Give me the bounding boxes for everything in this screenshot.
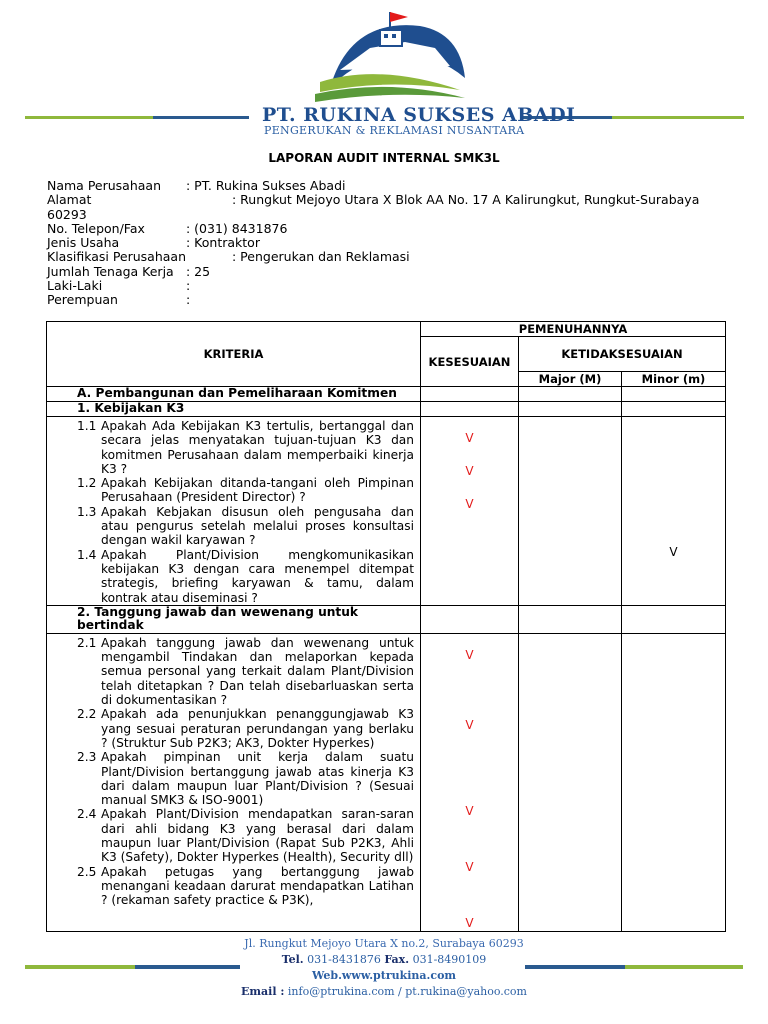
check-mark: V <box>465 717 474 732</box>
header-major: Major (M) <box>519 372 622 387</box>
info-label: Laki-Laki <box>47 278 103 294</box>
header-kriteria: KRITERIA <box>47 322 421 387</box>
check-mark: V <box>465 497 474 511</box>
kesesuaian-cell <box>421 633 519 931</box>
footer-phone: Tel. 031-8431876 Fax. 031-8490109 <box>281 953 487 966</box>
criteria-item: 1.4 Apakah Plant/Division mengkomunikasikan kebijakan K3 dengan cara menempel ditempat strategis, briefing karyawan & tamu, dalam kontrak atau diseminasi ? <box>77 547 414 605</box>
criteria-item: 2.4 Apakah Plant/Division mendapatkan saran-saran dari ahli bidang K3 yang berasal dari dalam maupun luar Plant/Division (Rapat Sub P2K3, Ahli K3 (Safety), Dokter Hyperkes (Health), Security dll) <box>77 807 414 865</box>
header-minor: Minor (m) <box>622 372 726 387</box>
criteria-item: 1.2 Apakah Kebijakan ditanda-tangani oleh Pimpinan Perusahaan (President Director) ? <box>77 476 414 505</box>
header-pemenuhan: PEMENUHANNYA <box>421 322 726 337</box>
company-logo-icon <box>310 8 470 108</box>
info-value: : <box>186 292 191 308</box>
info-label: No. Telepon/Fax <box>47 220 145 236</box>
info-value: : 25 <box>186 263 211 279</box>
info-value: : <box>186 278 191 294</box>
footer-email: Email : info@ptrukina.com / pt.rukina@yahoo.com <box>241 985 527 998</box>
subsection-title: 2. Tanggung jawab dan wewenang untuk bertindak <box>47 605 421 633</box>
header-kesesuaian: KESESUAIAN <box>421 337 519 387</box>
info-value: : (031) 8431876 <box>186 220 288 236</box>
check-mark: V <box>465 647 474 662</box>
info-label: Perempuan <box>47 292 118 308</box>
info-label: Nama Perusahaan <box>47 178 162 193</box>
section-title: A. Pembangunan dan Pemeliharaan Komitmen <box>47 387 421 402</box>
info-value: : Rungkut Mejoyo Utara X Blok AA No. 17 A Kalirungkut, Rungkut-Surabaya <box>232 192 700 208</box>
criteria-group-2 <box>47 633 421 931</box>
criteria-group-1 <box>47 417 421 606</box>
minor-cell <box>622 417 726 606</box>
info-label: Jumlah Tenaga Kerja <box>47 263 174 279</box>
check-mark: V <box>465 464 474 478</box>
audit-table <box>46 321 726 932</box>
criteria-item: 2.2 Apakah ada penunjukkan penanggungjawab K3 yang sesuai peraturan perundangan yang berlaku ? (Struktur Sub P2K3; AK3, Dokter Hyperkes) <box>77 707 414 750</box>
letterhead <box>0 0 768 140</box>
check-mark: V <box>669 545 678 559</box>
footer-web: Web.www.ptrukina.com <box>311 969 457 982</box>
info-value: : Kontraktor <box>186 235 260 251</box>
check-mark: V <box>465 859 474 874</box>
major-cell <box>519 633 622 931</box>
criteria-item: 2.1 Apakah tanggung jawab dan wewenang untuk mengambil Tindakan dan melaporkan kepada semua personal yang terkait dalam Plant/Division telah ditetapkan ? Dan telah disebarluaskan serta di dokumentasikan ? <box>77 635 414 708</box>
info-label: 60293 <box>47 206 87 222</box>
subsection-title: 1. Kebijakan K3 <box>47 402 421 417</box>
info-label: Alamat <box>47 192 92 208</box>
footer-address: Jl. Rungkut Mejoyo Utara X no.2, Surabaya 60293 <box>244 937 524 950</box>
header-ketidaksesuaian: KETIDAKSESUAIAN <box>519 337 726 372</box>
criteria-item: 1.1 Apakah Ada Kebijakan K3 tertulis, bertanggal dan secara jelas menyatakan tujuan-tujuan K3 dan komitmen Perusahaan dalam memperbaiki kinerja K3 ? <box>77 419 414 476</box>
info-label: Klasifikasi Perusahaan <box>47 249 187 265</box>
criteria-item: 2.5 Apakah petugas yang bertanggung jawab menangani keadaan darurat mendapatkan Latihan ? (rekaman safety practice & P3K), <box>77 864 414 908</box>
info-value: : PT. Rukina Sukses Abadi <box>186 178 346 193</box>
check-mark: V <box>465 431 474 445</box>
minor-cell <box>622 633 726 931</box>
criteria-item: 1.3 Apakah Kebjakan disusun oleh pengusaha dan atau pengurus setelah melalui proses konsultasi dengan wakil karyawan ? <box>77 504 414 548</box>
info-value: : Pengerukan dan Reklamasi <box>232 249 410 265</box>
info-label: Jenis Usaha <box>47 235 120 251</box>
kesesuaian-cell <box>421 417 519 606</box>
check-mark: V <box>465 803 474 818</box>
criteria-item: 2.3 Apakah pimpinan unit kerja dalam suatu Plant/Division bertanggung jawab atas kinerja K3 dari dalam maupun luar Plant/Division ? (Sesuai manual SMK3 & ISO-9001) <box>77 750 414 808</box>
document-title: LAPORAN AUDIT INTERNAL SMK3L <box>268 151 500 165</box>
company-tagline: PENGERUKAN & REKLAMASI NUSANTARA <box>264 124 525 137</box>
check-mark: V <box>465 915 474 930</box>
company-name: PT. RUKINA SUKSES ABADI <box>262 104 576 126</box>
major-cell <box>519 417 622 606</box>
